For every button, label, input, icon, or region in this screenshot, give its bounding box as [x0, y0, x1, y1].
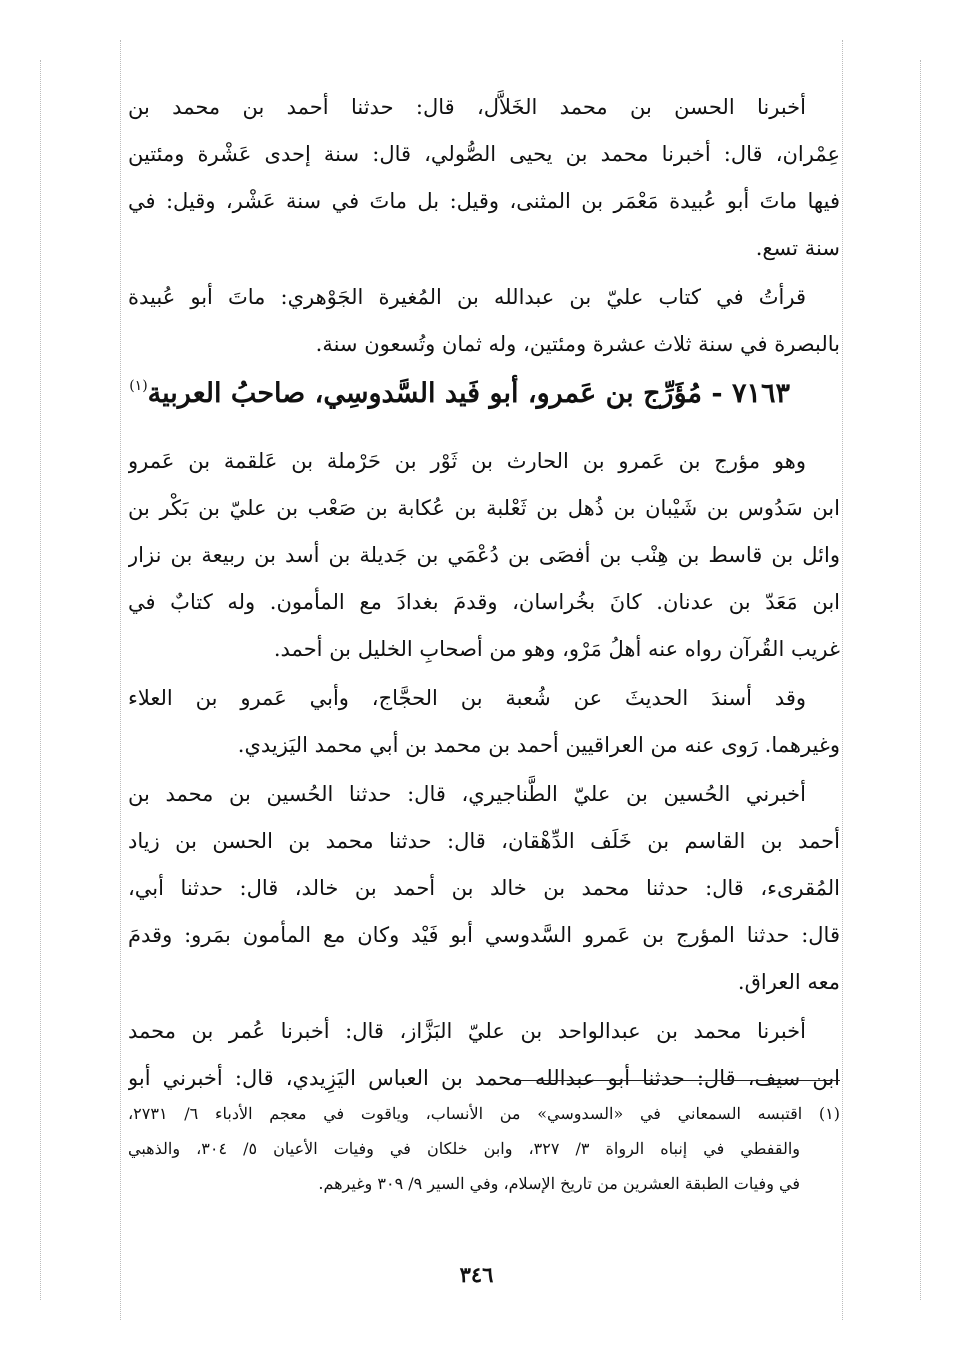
text-line: وهو مؤرج بن عَمرو بن الحارث بن ثَوْر بن حَرْملة بن عَلقمة بن عَمرو: [128, 449, 806, 473]
text-line: بالبصرة في سنة ثلاث عشرة ومئتين، وله ثمان وتُسعون سنة.: [315, 332, 840, 356]
paragraph: [128, 274, 840, 368]
scan-dotted-guide: [120, 40, 121, 1320]
scan-dotted-guide: [842, 40, 843, 1320]
footnote-line: والقفطي في إنباه الرواة ٣/ ٣٢٧، وابن خلكان في وفيات الأعيان ٥/ ٣٠٤، والذهبي: [128, 1139, 801, 1158]
footnotes: [128, 1096, 840, 1201]
footnote-line: في وفيات الطبقة العشرين من تاريخ الإسلام، وفي السير ٩/ ٣٠٩ وغيرهم.: [318, 1174, 800, 1193]
text-line: أخبرنا محمد بن عبدالواحد بن عليّ البَزَّاز، قال: أخبرنا عُمر بن محمد: [128, 1019, 806, 1043]
text-line: وغيرهما. رَوى عنه من العراقيين أحمد بن محمد بن أبي محمد اليَزيدي.: [237, 733, 840, 757]
text-line: أخبرنا الحسن بن محمد الخَلاَّل، قال: حدثنا أحمد بن محمد بن: [128, 95, 806, 119]
text-line: أخبرني الحُسين بن عليّ الطَّناجيري، قال: حدثنا الحُسين بن محمد بن: [128, 782, 806, 806]
body-text-bottom: [128, 438, 840, 1102]
text-line: وائل بن قاسط بن هِنْب بن أفصَى بن دُعْمَي بن جَديلة بن أسد بن ربيعة بن نزار: [128, 543, 840, 567]
text-line: معه العراق.: [737, 970, 840, 994]
paragraph: [128, 771, 840, 1006]
page-number: ٣٤٦: [459, 1262, 494, 1287]
text-line: ابن مَعَدّ بن عدنان. كانَ بخُراسان، وقدمَ بغدادَ مع المأمون. وله كتابٌ في: [128, 590, 840, 614]
footnote-line: (١) اقتبسه السمعاني في «السدوسي» من الأنساب، وياقوت في معجم الأدباء ٦/ ٢٧٣١،: [128, 1104, 840, 1123]
paragraph: [128, 438, 840, 673]
text-line: عِمْران، قال: أخبرنا محمد بن يحيى الصُّولي، قال: سنة إحدى عَشْرة ومئتين: [128, 142, 840, 166]
text-line: أحمد بن القاسم بن خَلَف الدِّهْقان، قال: حدثنا محمد بن الحسن بن زياد: [128, 829, 840, 853]
footnote-reference: (١): [129, 378, 148, 394]
text-line: المُقرىء، قال: حدثنا محمد بن خالد بن أحمد بن خالد، قال: حدثنا أبي،: [128, 876, 840, 900]
text-line: فيها ماتَ أبو عُبيدة مَعْمَر بن المثنى، وقيل: بل ماتَ في سنة عَشْر، وقيل: في: [128, 189, 840, 213]
entry-heading-text: ٧١٦٣ - مُؤَرِّج بن عَمرو، أبو فَيد السَّدوسِي، صاحبُ العربية: [147, 378, 790, 409]
text-line: وقد أسندَ الحديثَ عن شُعبة بن الحجَّاج، وأبي عَمرو بن العلاء: [128, 686, 806, 710]
paragraph: [128, 675, 840, 769]
paragraph: [128, 84, 840, 272]
entry-heading: [129, 360, 790, 412]
text-line: ابن سَدُوس بن شَيْبان بن ذُهل بن ثَعْلبة بن عُكابة بن صَعْب بن عليّ بن بَكْر بن: [128, 496, 840, 520]
paragraph: [128, 1008, 840, 1102]
scan-dotted-guide: [920, 60, 921, 1300]
text-line: سنة تسع.: [755, 236, 840, 260]
scan-dotted-guide: [40, 60, 41, 1300]
body-text-top: [128, 84, 840, 368]
text-line: غريب القُرآن رواه عنه أهلُ مَرْو، وهو من أصحابِ الخليل بن أحمد.: [273, 637, 840, 661]
text-line: ابن سيف، قال: حدثنا أبو عبدالله محمد بن العباس اليَزِيدي، قال: أخبرني أبو: [128, 1066, 840, 1090]
footnote-separator: [515, 1080, 840, 1081]
text-line: قال: حدثنا المؤرج بن عَمرو السَّدوسي أبو فَيْد وكان مع المأمون بمَرو: وقدمَ: [128, 923, 840, 947]
text-line: قرأتُ في كتاب عليّ بن عبدالله بن المُغيرة الجَوْهري: ماتَ أبو عُبيدة: [128, 285, 806, 309]
